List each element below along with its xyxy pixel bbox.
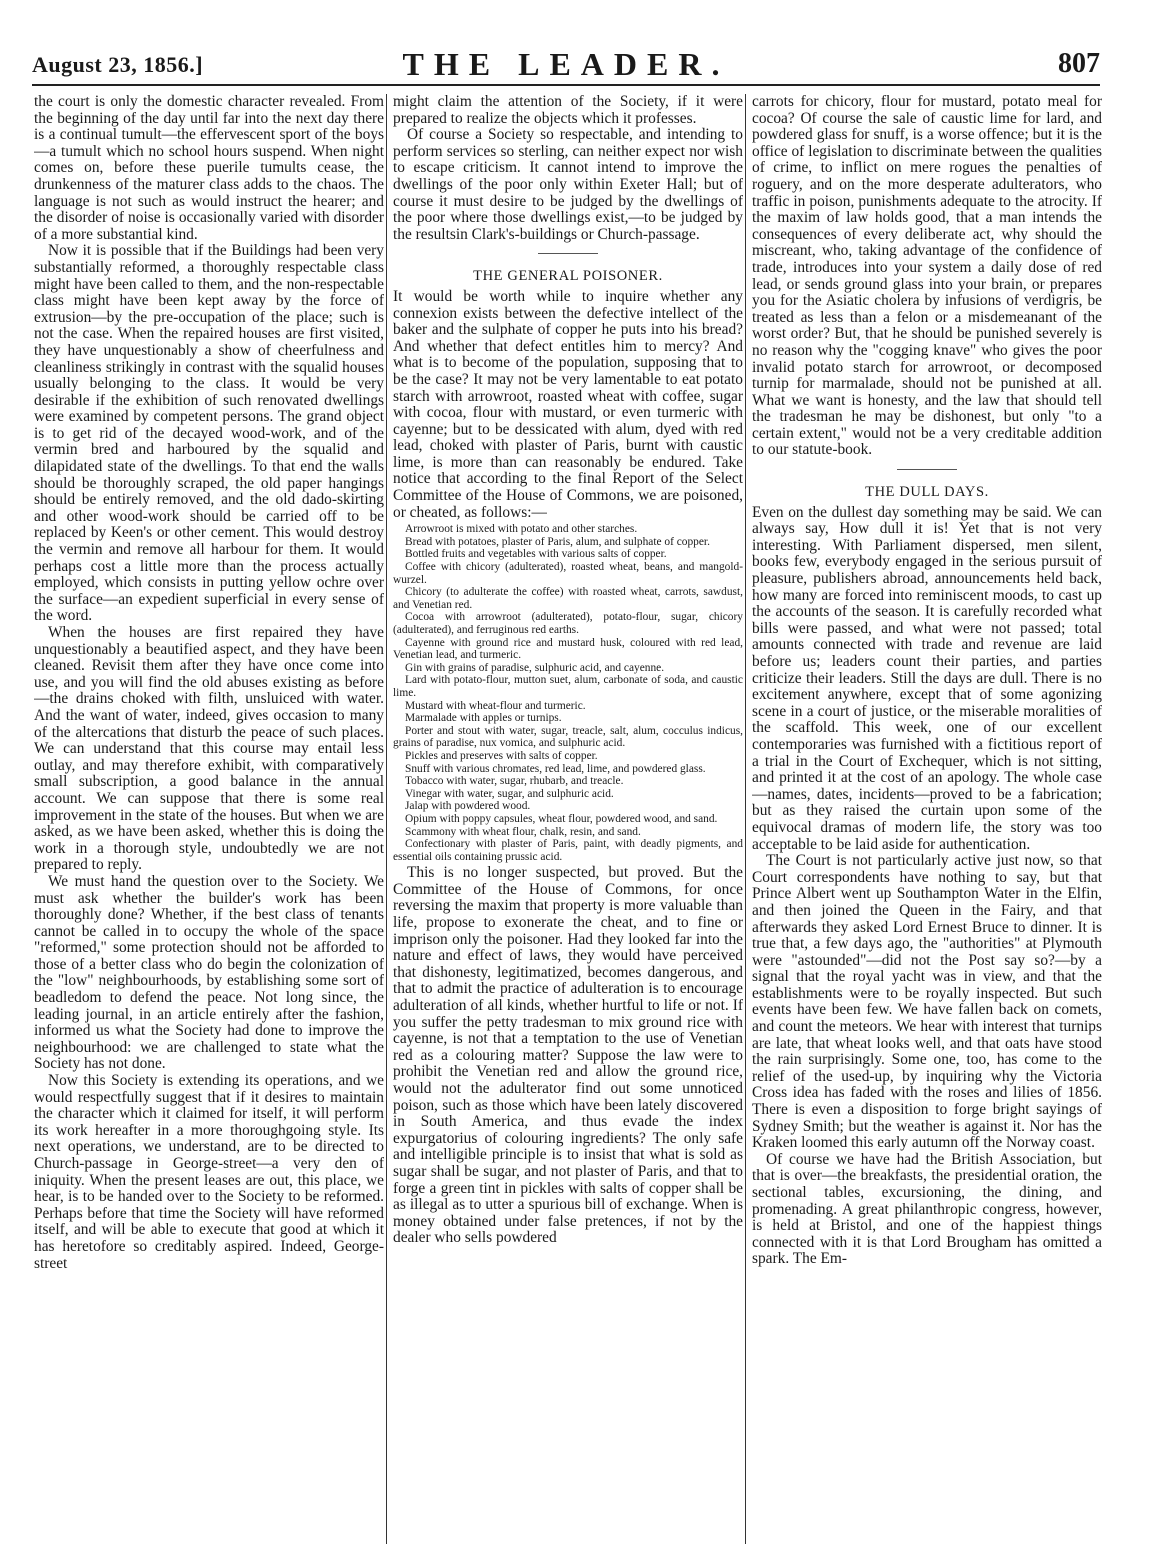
- list-item: Arrowroot is mixed with potato and other starches.: [405, 523, 638, 536]
- issue-date: August 23, 1856.]: [32, 52, 204, 77]
- list-item: Coffee with chicory (adulterated), roasted wheat, beans, and mangold-wurzel.: [393, 561, 743, 586]
- article-heading-dull-days: THE DULL DAYS.: [865, 484, 989, 501]
- list-item: Cocoa with arrowroot (adulterated), potato-flour, sugar, chicory (adulterated), and ferruginous red earths.: [393, 611, 743, 636]
- list-item: Cayenne with ground rice and mustard husk, coloured with red lead, Venetian lead, and turmeric.: [393, 636, 743, 662]
- list-item: Mustard with wheat-flour and turmeric.: [405, 699, 586, 712]
- list-item: Gin with grains of paradise, sulphuric acid, and cayenne.: [405, 661, 665, 674]
- paragraph: Now it is possible that if the Buildings had been very substantially reformed, a thoroughly respectable class might have been called to them, and the non-respectable class might have been kept away by the force of extrusion—by the pre-occupation of the place; such is not the case. When the repaired houses are first visited, they have unquestionably a show of cheerfulness and cleanliness strikingly in contrast with the squalid houses usually belonging to the class. It would be very desirable if the exhibition of such renovated dwellings were examined by competent persons. The grand object is to get rid of the decayed wood-work, and of the vermin bred and harboured by the squalid and dilapidated state of the dwellings. To that end the walls should be thoroughly scraped, the old paper hangings should be entirely removed, and the old dado-skirting and other wood-work should be carried off to be replaced by Keen's or other cement. This would destroy the vermin and remove all harbour for them. It would perhaps cost a little more than the process actually employed, which consists in putting yellow ochre over the surface—an expedient superficial in every sense of the word.: [34, 242, 384, 625]
- paragraph: might claim the attention of the Society, if it were prepared to realize the objects which it professes.: [393, 94, 743, 127]
- paragraph: This is no longer suspected, but proved. But the Committee of the House of Commons, for once reversing the maxim that property is more valuable than life, propose to exonerate the cheat, and to fine or imprison only the poisoner. Had they looked far into the nature and effect of laws, they would have perceived that dishonesty, legitimatized, becomes dangerous, and that to admit the practice of adulteration is to encourage adulteration of all kinds, whether hurtful to life or not. If you suffer the petty tradesman to mix ground rice with cayenne, is not that a temptation to the use of Venetian red as a colouring matter? Suppose the law were to prohibit the Venetian red and allow the ground rice, would not the adulterator find out some unnoticed poison, such as those which have been lately discovered in South America, and thus evade the index expurgatorius of colouring ingredients? The only safe and intelligible principle is to insist that what is sold as sugar shall be sugar, and not plaster of Paris, and that to forge a green tint in pickles with salts of copper shall be as illegal as to utter a spurious bill of exchange. When is money obtained under false pretences, if not by the dealer who sells powdered: [393, 864, 743, 1247]
- column-1: [34, 94, 384, 1544]
- list-item: Pickles and preserves with salts of copper.: [405, 749, 598, 762]
- publication-title: THE LEADER.: [402, 46, 730, 82]
- list-item: Marmalade with apples or turnips.: [405, 712, 562, 725]
- column-2: [393, 94, 743, 1544]
- list-item: Bread with potatoes, plaster of Paris, alum, and sulphate of copper.: [405, 535, 710, 548]
- header-rule: [32, 84, 1100, 86]
- page-number: 807: [1058, 48, 1100, 79]
- section-rule: [897, 469, 957, 470]
- paragraph: The Court is not particularly active just now, so that Court correspondents have nothing to say, but that Prince Albert went up Southampton Water in the Elfin, and then joined the Queen in the Fairy, and that afterwards they asked Lord Ernest Bruce to dinner. It is true that, a few days ago, the "authorities" at Plymouth were "astounded"—did not the Post say so?—by a signal that the royal yacht was in view, and that the establishments were to be royally inspected. But such events have been few. We have fallen back on comets, and count the meteors. We hear with interest that turnips are late, that wheat looks well, and that oats have stood the rain surprisingly. Some one, too, has come to the relief of the used-up, by inquiring why the Victoria Cross idea has faded with the roses and lilies of 1856. There is even a disposition to forge bright sayings of Sydney Smith; but the weather is against it. Nor has the Kraken loomed this early autumn off the Norway coast.: [752, 852, 1102, 1152]
- paragraph: Of course a Society so respectable, and intending to perform services so sterling, can neither expect nor wish to escape criticism. It cannot intend to improve the dwellings of the poor only within Exeter Hall; but of course it must desire to be judged by the dwellings of the poor where those dwellings exist,—to be judged by the resultsin Clark's-buildings or Church-passage.: [393, 126, 743, 243]
- paragraph: It would be worth while to inquire whether any connexion exists between the defective intellect of the baker and the sulphate of copper he puts into his bread? And whether that defect entitles him to mercy? And what is to become of the population, supposing that to be the case? It may not be very lamentable to eat potato starch with arrowroot, roasted wheat with coffee, sugar with cocoa, flour with mustard, or even turmeric with cayenne; but to be dessicated with alum, dyed with red lead, choked with plaster of Paris, burnt with caustic lime, is more than can reasonably be endured. Take notice that according to the final Report of the Select Committee of the House of Commons, we are poisoned, or cheated, as follows:—: [393, 287, 743, 521]
- list-item: Lard with potato-flour, mutton suet, alum, carbonate of soda, and caustic lime.: [393, 674, 743, 699]
- paragraph: Now this Society is extending its operations, and we would respectfully suggest that if it desires to maintain the character which it claimed for itself, it will perform its work hereafter in a more thoroughgoing style. Its next operations, we understand, are to be directed to Church-passage in George-street—a very den of iniquity. When the present leases are out, this place, we hear, is to be handed over to the Society to be reformed. Perhaps before that time the Society will have reformed itself, and will be able to execute that good at which it has heretofore so creditably aspired. Indeed, George-street: [34, 1072, 384, 1272]
- list-item: Snuff with various chromates, red lead, lime, and powdered glass.: [405, 762, 706, 775]
- section-rule: [538, 253, 598, 254]
- paragraph: When the houses are first repaired they have unquestionably a beautified aspect, and they have been cleaned. Revisit them after they have once come into use, and you will find the old abuses existing as before—the drains choked with filth, unsluiced with water. And the want of water, indeed, gives occasion to many of the altercations that disturb the peace of such places. We can understand that this course may entail less outlay, and may therefore exhibit, with comparatively small subscription, a good balance in the annual account. We can suppose that there is some real improvement in the state of the houses. But when we are asked, as we have been asked, whether this is doing the work in a thorough style, undoubtedly we are not prepared to reply.: [34, 624, 384, 874]
- list-item: Tobacco with water, sugar, rhubarb, and treacle.: [405, 775, 624, 788]
- page-header: [32, 44, 1100, 84]
- list-item: Confectionary with plaster of Paris, paint, with deadly pigments, and essential oils containing prussic acid.: [393, 838, 743, 863]
- paragraph: Of course we have had the British Association, but that is over—the breakfasts, the presidential oration, the sectional tables, excursioning, the dining, and promenading. A great philanthropic congress, however, is held at Bristol, and one of the happiest things connected with it is that Lord Brougham has omitted a spark. The Em-: [752, 1150, 1102, 1268]
- paragraph: We must hand the question over to the Society. We must ask whether the builder's work has been thoroughly done? Whether, if the best class of tenants cannot be called in to occupy the whole of the space "reformed," some protection should not be afforded to those of a better class who do begin the colonization of the "low" neighbourhoods, by establishing some sort of beadledom to defend the peace. Not long since, the leading journal, in an article entirely after the fashion, informed us what the Society had done to improve the neighbourhood: we are challenged to state what the Society has not done.: [34, 872, 384, 1073]
- article-heading-general-poisoner: THE GENERAL POISONER.: [473, 268, 663, 285]
- list-item: Vinegar with water, sugar, and sulphuric acid.: [405, 787, 614, 800]
- paragraph: carrots for chicory, flour for mustard, potato meal for cocoa? Of course the sale of caustic lime for lard, and powdered glass for snuff, is a worse offence; but it is the office of legislation to discriminate between the qualities of crime, to inflict on mere rogues the penalties of roguery, and on the more desperate adulterators, who traffic in poison, punishments adequate to the atrocity. If the maxim of law holds good, that a man intends the consequences of every deliberate act, why should the miscreant, who, taking advantage of the confidence of trade, introduces into your system a daily dose of red lead, or sends ground glass into your brain, or prepares you for the Asiatic cholera by infusions of verdigris, be treated as less than a felon or a misdemeanant of the worst order? But, that he should be punished severely is no reason why the "cogging knave" who gives the poor invalid potato starch for arrowroot, or decomposed turnip for marmalade, should not be punished at all. What we want is honesty, and the law that should tell the tradesman he may be dishonest, but only "to a certain extent," would not be a very creditable addition to our statute-book.: [752, 94, 1102, 459]
- paragraph: Even on the dullest day something may be said. We can always say, How dull it is! Yet that is not very interesting. With Parliament dispersed, men silent, books few, everybody engaged in the serious pursuit of pleasure, publishers abroad, announcements held back, how many are forced into reminiscent moods, to cast up the accounts of the season. It is carefully recorded what bills were passed, and what were not passed; total amounts connected with trade and revenue are laid before us; leaders count their parties, and parties criticize their leaders. Still the days are dull. There is no excitement anywhere, except that of some agonizing scene in a court of justice, or the miserable moralities of the scaffold. This week, one of our excellent contemporaries was furnished with a fictitious report of a trial in the Court of Exchequer, which is not sitting, and printed it at the cost of an apology. The whole case—names, dates, incidents—proved to be a fabrication; but as they raised the curtain upon some of the equivocal dramas of modern life, the story was too acceptable to be laid aside for authentication.: [752, 503, 1102, 853]
- paragraph: the court is only the domestic character revealed. From the beginning of the day until far into the next day there is a continual tumult—the effervescent sport of the boys—a tumult which no school hours suspend. When night comes on, before these puerile tumults cease, the drunkenness of the maturer class adds to the chaos. The language is not such as would instruct the hearer; and the disorder of noise is occasionally varied with disorder of a more substantial kind.: [34, 94, 384, 243]
- list-item: Bottled fruits and vegetables with various salts of copper.: [405, 548, 667, 561]
- list-item: Opium with poppy capsules, wheat flour, powdered wood, and sand.: [405, 812, 718, 825]
- adulteration-list: [393, 523, 743, 863]
- column-divider: [386, 94, 387, 1544]
- list-item: Scammony with wheat flour, chalk, resin, and sand.: [405, 825, 641, 838]
- column-3: [752, 94, 1102, 1544]
- list-item: Chicory (to adulterate the coffee) with roasted wheat, carrots, sawdust, and Venetian red.: [393, 586, 743, 611]
- column-divider: [745, 94, 746, 1544]
- list-item: Jalap with powdered wood.: [405, 800, 531, 813]
- list-item: Porter and stout with water, sugar, treacle, salt, alum, cocculus indicus, grains of paradise, nux vomica, and sulphuric acid.: [393, 724, 743, 750]
